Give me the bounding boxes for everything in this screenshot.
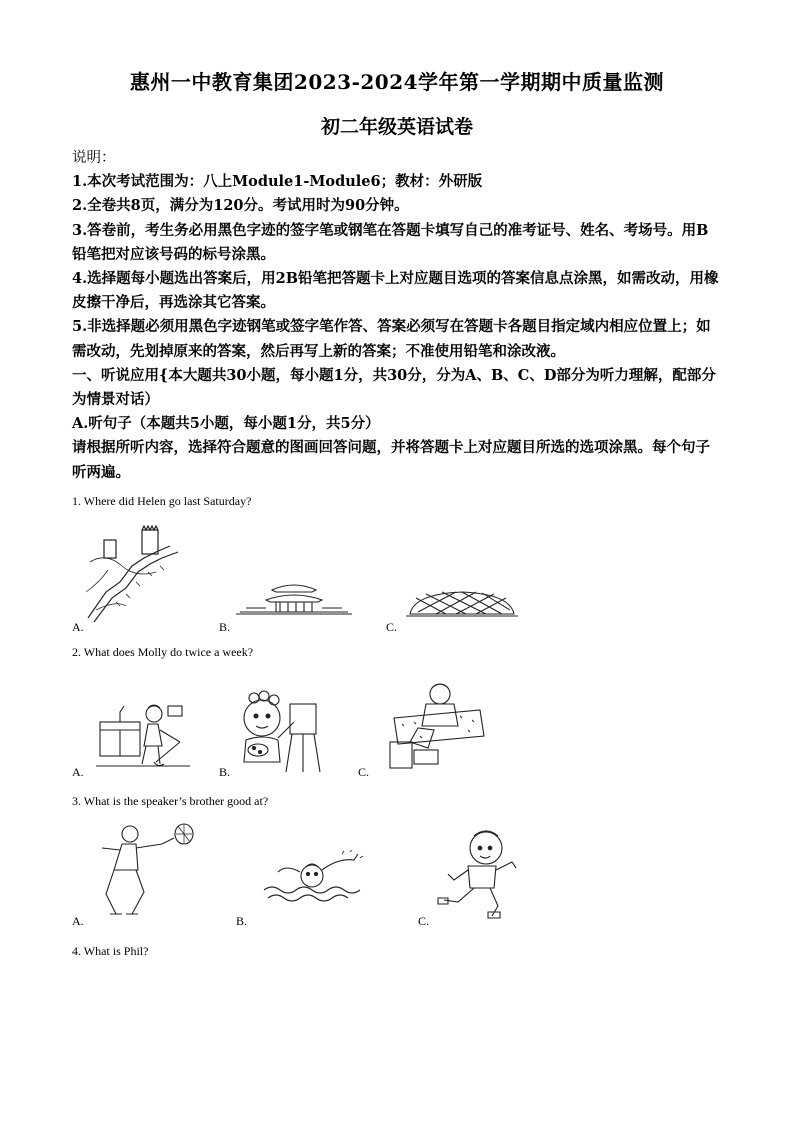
using-computer-icon [380, 680, 486, 772]
question-2-text: 2. What does Molly do twice a week? [72, 645, 254, 659]
instruction-item: 2.全卷共8页，满分为120分。考试用时为90分钟。 [72, 197, 409, 215]
question-3-text: 3. What is the speaker’s brother good at? [72, 794, 269, 808]
sweeping-floor-icon [96, 700, 190, 772]
q2-option-a[interactable]: A. [72, 765, 84, 779]
q3-option-c[interactable]: C. [418, 914, 430, 928]
section-partA-heading: A.听句子（本题共5小题，每小题1分，共5分） [72, 415, 380, 433]
q2-option-c[interactable]: C. [358, 765, 370, 779]
palace-museum-icon [236, 578, 352, 618]
q2-option-b[interactable]: B. [219, 765, 231, 779]
section-partA-note: 请根据所听内容，选择符合题意的图画回答问题，并将答题卡上对应题目所选的选项涂黑。每个句子听两遍。 [72, 439, 710, 481]
exam-subtitle: 初二年级英语试卷 [320, 116, 473, 138]
q1-option-b[interactable]: B. [219, 620, 231, 634]
question-4-text: 4. What is Phil? [72, 944, 149, 958]
instruction-item: 5.非选择题必须用黑色字迹钢笔或签字笔作答、答案必须写在答题卡各题目指定域内相应位置上；如需改动，先划掉原来的答案，然后再写上新的答案；不准使用铅笔和涂改液。 [72, 318, 711, 360]
running-icon [428, 826, 520, 920]
great-wall-icon [86, 522, 182, 626]
section-part1-heading: 一、听说应用{本大题共30小题，每小题1分，共30分，分为A、B、C、D部分为听力理解，配部分为情景对话） [72, 366, 716, 409]
q1-option-a[interactable]: A. [72, 620, 84, 634]
q3-option-b[interactable]: B. [236, 914, 248, 928]
birds-nest-stadium-icon [406, 588, 518, 620]
instruction-item: 3.答卷前，考生务必用黑色字迹的签字笔或钢笔在答题卡填写自己的准考证号、姓名、考场号。用B铅笔把对应该号码的标号涂黑。 [72, 221, 709, 263]
painting-icon [232, 688, 326, 776]
instructions-heading: 说明： [72, 150, 116, 166]
exam-title: 惠州一中教育集团2023-2024学年第一学期期中质量监测 [129, 70, 665, 94]
instruction-item: 1.本次考试范围为：八上Module1-Module6；教材：外研版 [72, 173, 483, 191]
question-1-text: 1. Where did Helen go last Saturday? [72, 494, 252, 508]
instructions-block [72, 146, 722, 485]
badminton-icon [96, 822, 204, 920]
q1-option-c[interactable]: C. [386, 620, 398, 634]
instruction-item: 4.选择题每小题选出答案后，用2B铅笔把答题卡上对应题目选项的答案信息点涂黑，如需改动，用橡皮擦干净后，再选涂其它答案。 [72, 270, 719, 312]
swimming-icon [262, 850, 366, 906]
q3-option-a[interactable]: A. [72, 914, 84, 928]
